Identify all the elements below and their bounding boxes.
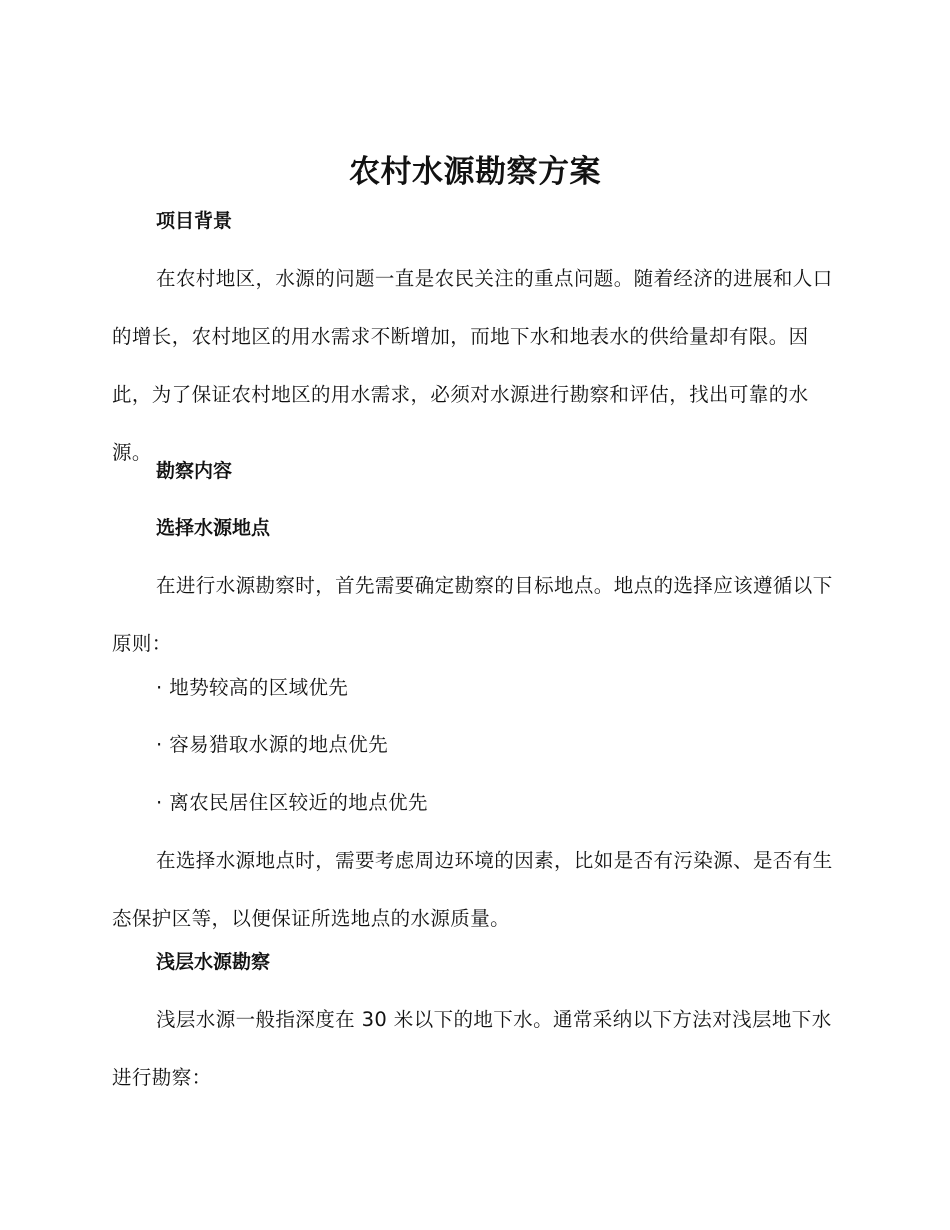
list-item-easy-access: · 容易猎取水源的地点优先 — [156, 733, 389, 756]
list-item-high-terrain: · 地势较高的区域优先 — [156, 676, 349, 699]
paragraph-background: 在农村地区，水源的问题一直是农民关注的重点问题。随着经济的进展和人口的增长，农村地区的用水需求不断增加，而地下水和地表水的供给量却有限。因此，为了保证农村地区的用水需求，必须对水源进行勘察和评估，找出可靠的水源。 — [112, 267, 833, 464]
paragraph-site-environment: 在选择水源地点时，需要考虑周边环境的因素，比如是否有污染源、是否有生态保护区等，以便保证所选地点的水源质量。 — [112, 849, 833, 930]
list-item-near-residents: · 离农民居住区较近的地点优先 — [156, 791, 428, 814]
paragraph-shallow-water: 浅层水源一般指深度在 30 米以下的地下水。通常采纳以下方法对浅层地下水进行勘察： — [112, 1008, 832, 1089]
section-heading-background: 项目背景 — [156, 210, 233, 232]
paragraph-site-selection: 在进行水源勘察时，首先需要确定勘察的目标地点。地点的选择应该遵循以下原则： — [112, 574, 833, 655]
document-title: 农村水源勘察方案 — [349, 154, 601, 190]
section-heading-shallow-water: 浅层水源勘察 — [156, 951, 271, 973]
section-heading-content: 勘察内容 — [156, 460, 233, 482]
section-heading-site-selection: 选择水源地点 — [156, 517, 271, 539]
